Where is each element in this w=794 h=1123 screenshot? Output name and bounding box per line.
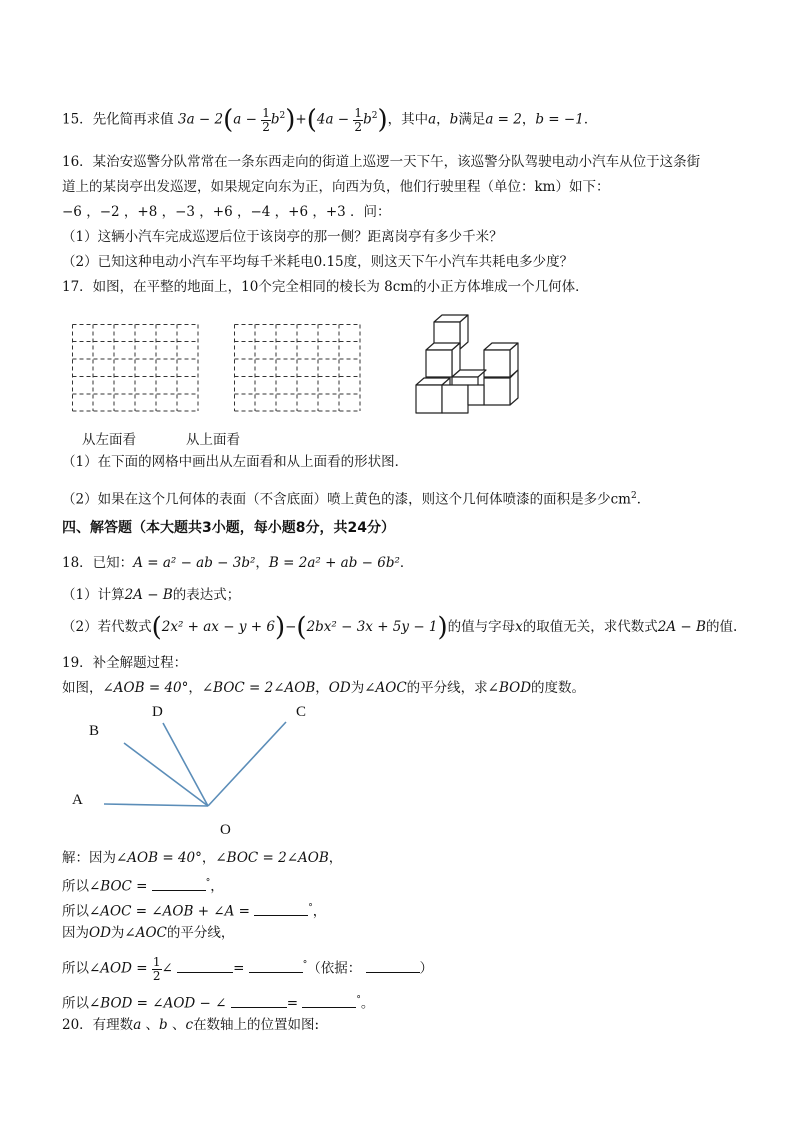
q18-part2: （2）若代数式(2x² + ax − y + 6)−(2bx² − 3x + 5y − 1)的值与字母x的取值无关，求代数式2A − B的值. (62, 612, 738, 643)
section-heading: 四、解答题（本大题共3小题，每小题8分，共24分） (62, 520, 395, 536)
answer-blank[interactable] (302, 993, 356, 1008)
q19-sol6: 所以∠BOD = ∠AOD − ∠ = °。 (62, 990, 374, 1014)
caption-left-view: 从左面看 (82, 432, 136, 448)
q18-part1: （1）计算2A − B的表达式； (62, 587, 241, 603)
top-view-grid (234, 324, 361, 412)
q16-part1: （1）这辆小汽车完成巡逻后位于该岗亭的那一侧？距离岗亭有多少千米？ (62, 229, 503, 245)
q16-line2: 道上的某岗亭出发巡逻，如果规定向东为正，向西为负，他们行驶里程（单位：km）如下： (62, 179, 610, 195)
caption-top-view: 从上面看 (186, 432, 240, 448)
q16-line1: 16．某治安巡警分队常常在一条东西走向的街道上巡逻一天下午，该巡警分队驾驶电动小汽车从位于这条街 (62, 154, 701, 170)
ray-oa (104, 804, 208, 806)
label-c: C (296, 704, 307, 720)
label-b: B (89, 723, 100, 739)
q20-line1: 20．有理数a 、b 、c在数轴上的位置如图: (62, 1017, 320, 1033)
ray-od (163, 723, 208, 806)
answer-blank[interactable] (152, 876, 206, 891)
q17-part1: （1）在下面的网格中画出从左面看和从上面看的形状图． (62, 454, 409, 470)
label-o: O (220, 822, 231, 838)
ray-oc (208, 722, 286, 806)
answer-blank[interactable] (231, 993, 287, 1008)
q19-sol4: 因为OD为∠AOC的平分线， (62, 925, 235, 941)
reason-blank[interactable] (366, 958, 420, 973)
q16-part2: （2）已知这种电动小汽车平均每千米耗电0.15度，则这天下午小汽车共耗电多少度？ (62, 254, 574, 270)
q17-part2: （2）如果在这个几何体的表面（不含底面）喷上黄色的漆，则这个几何体喷漆的面积是多少$cm^2$． (62, 491, 651, 508)
q19-sol5: 所以∠AOD = $\frac{1}{2}$ ∠ = °（依据： ） (62, 954, 434, 983)
label-d: D (152, 704, 163, 720)
fraction: $\frac{1}{2}$ (152, 954, 161, 983)
q17-line1: 17．如图，在平整的地面上，10个完全相同的棱长为 8cm的小正方体堆成一个几何体． (62, 279, 589, 295)
left-view-grid (72, 324, 199, 412)
cube-stack-figure (410, 306, 525, 414)
q19-sol3: 所以∠AOC = ∠AOB + ∠A = °， (62, 898, 326, 922)
fraction: $\frac{1}{2}$ (262, 105, 270, 134)
q15-line: 15．先化简再求值 3a − 2(a − $\frac{1}{2}$ $b^2)+(4a$ − $\frac{1}{2}$ $b^2$)，其中a，b满足a = 2，b = −1． (62, 105, 598, 135)
q19-sol2: 所以∠BOC = °， (62, 873, 224, 897)
q18-line1: 18．已知：A = a² − ab − 3b²，B = 2a² + ab − 6b²． (62, 555, 414, 571)
q16-line3: −6 ，−2 ，+8 ，−3 ，+6 ，−4 ，+6 ，+3 ．问： (62, 204, 391, 220)
angle-figure (60, 698, 330, 846)
answer-blank[interactable] (254, 901, 308, 916)
ray-ob (124, 743, 208, 806)
q19-line1: 19．补全解题过程： (62, 655, 188, 671)
answer-blank[interactable] (249, 958, 303, 973)
fraction: $\frac{1}{2}$ (354, 105, 363, 134)
q19-line2: 如图，∠AOB = 40°，∠BOC = 2∠AOB，OD为∠AOC的平分线，求∠BOD的度数。 (62, 680, 586, 696)
q19-sol1: 解：因为∠AOB = 40°，∠BOC = 2∠AOB， (62, 850, 343, 866)
label-a: A (72, 792, 83, 808)
answer-blank[interactable] (177, 958, 233, 973)
